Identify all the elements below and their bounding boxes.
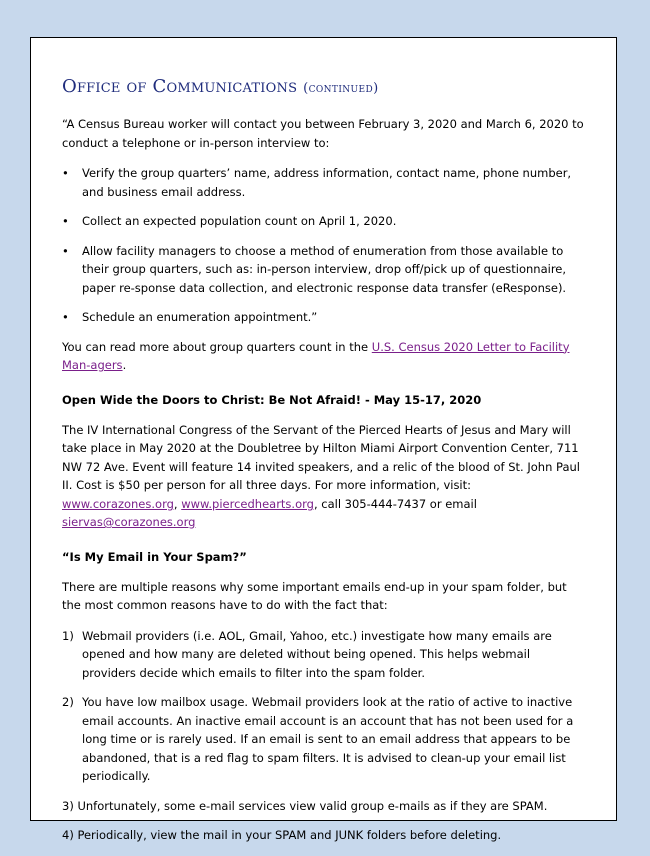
page-content-box [30,37,617,842]
piercedhearts-link[interactable]: www.piercedhearts.org [181,496,314,511]
congress-contact-text: , call 305-444-7437 or email [313,496,477,511]
congress-body-text: The IV International Congress of the Servant of the Pierced Hearts of Jesus and Mary will take place in May 2020 at the Doubletree by Hilton Miami Airport Convention Center, 711 NW 72 Ave. Event will feature 14 invited speakers, and a relic of the blood of St. John Paul II. Cost is $50 per person for all three days. For more information, visit: [62,422,580,492]
list-item-text: You have low mailbox usage. Webmail providers look at the ratio of active to inactive email accounts. An inactive email account is an account that has not been used for a long time or is rarely used. If an email is sent to an email address that appears to be abandoned, that is a red flag to spam filters. It is advised to clean-up your email list periodically. [82,695,574,783]
section-title [62,76,587,97]
page-frame [18,18,632,842]
spam-intro: There are multiple reasons why some important emails end-up in your spam folder, but the most common reasons have to do with the fact that: [62,579,567,612]
section-title-suffix: (continued) [303,81,379,96]
congress-body [62,421,587,532]
spam-heading: “Is My Email in Your Spam?” [62,549,247,564]
list-item [62,693,587,786]
list-item [62,627,587,683]
list-number: 2) [62,695,74,709]
spam-item-4: 4) Periodically, view the mail in your SPAM and JUNK folders before deleting. [62,828,502,842]
read-more-suffix: . [122,358,127,372]
list-item: • Allow facility managers to choose a method of enumeration from those available to their group quarters, such as: in-person interview, drop off/pick up of questionnaire, paper re-sponse data collection, and electronic response data transfer (eResponse). [62,242,587,298]
list-item: • Collect an expected population count on April 1, 2020. [62,212,587,231]
spam-numbered-list [62,627,587,786]
congress-heading: Open Wide the Doors to Christ: Be Not Afraid! - May 15-17, 2020 [62,392,482,407]
list-item: • Schedule an enumeration appointment.” [62,308,587,327]
page-content [62,60,587,856]
census-intro: “A Census Bureau worker will contact you between February 3, 2020 and March 6, 2020 to conduct a telephone or in-person interview to: [62,117,584,150]
siervas-email-link[interactable]: siervas@corazones.org [62,515,196,529]
spam-item-3: 3) Unfortunately, some e-mail services view valid group e-mails as if they are SPAM. [62,798,548,813]
section-title-main: Office of Communications [62,76,298,97]
census-bullet-list [62,164,587,327]
read-more-prefix: You can read more about group quarters count in the [62,339,372,354]
list-number: 1) [62,628,74,643]
congress-separator: , [173,496,182,511]
list-item: • Verify the group quarters’ name, address information, contact name, phone number, and business email address. [62,164,587,201]
list-item-text: Webmail providers (i.e. AOL, Gmail, Yahoo, etc.) investigate how many emails are opened and how many are deleted without being opened. This helps webmail providers decide which emails to filter into the spam folder. [82,628,552,680]
census-read-more [62,338,587,375]
corazones-link[interactable]: www.corazones.org [62,496,174,511]
census-letter-link[interactable]: U.S. Census 2020 Letter to Facility Man-agers [62,339,570,372]
